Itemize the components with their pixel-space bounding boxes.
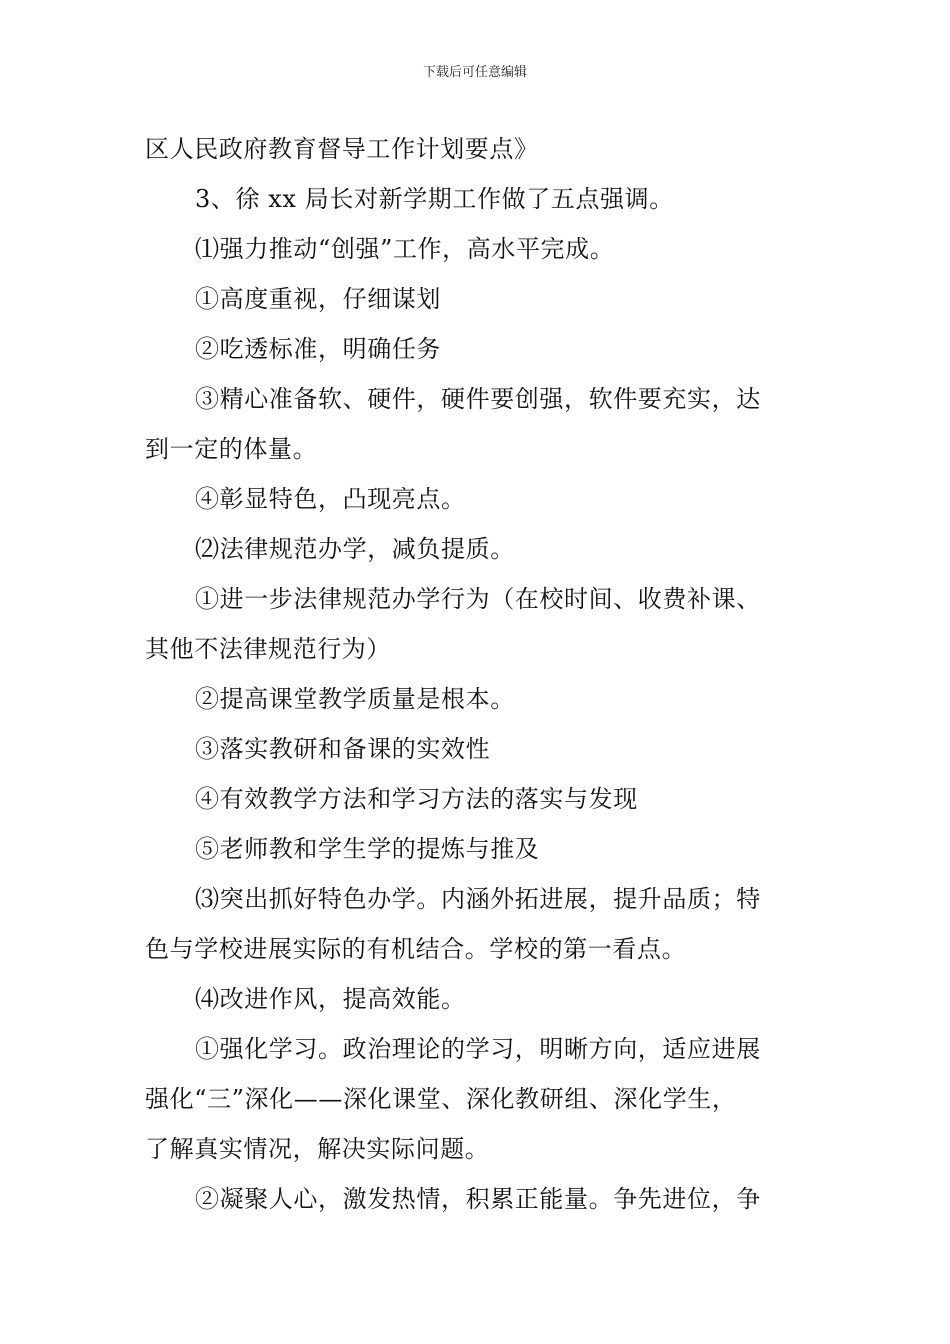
text-line: ③落实教研和备课的实效性 [195,735,491,763]
text-line: 了解真实情况，解决实际问题。 [145,1135,490,1163]
text-line: 色与学校进展实际的有机结合。学校的第一看点。 [145,935,687,963]
text-line: ④彰显特色，凸现亮点。 [195,485,466,513]
text-line: 强化“三”深化——深化课堂、深化教研组、深化学生， [145,1085,737,1113]
document-body [145,124,807,1224]
text-line: ②凝聚人心，激发热情，积累正能量。争先进位，争 [195,1185,761,1213]
text-line: ⑶突出抓好特色办学。内涵外拓进展，提升品质；特 [195,885,761,913]
text-line: ①进一步法律规范办学行为（在校时间、收费补课、 [195,585,761,613]
text-line: ②吃透标准，明确任务 [195,335,441,363]
text-line: ①强化学习。政治理论的学习，明晰方向，适应进展 [195,1035,761,1063]
text-line: 3、徐 xx 局长对新学期工作做了五点强调。 [195,185,674,213]
text-line: ⑴强力推动“创强”工作，高水平完成。 [195,235,615,263]
text-line: 到一定的体量。 [145,435,318,463]
text-line: 区人民政府教育督导工作计划要点》 [145,135,539,163]
text-line: ⑵法律规范办学，减负提质。 [195,535,515,563]
text-line: ①高度重视，仔细谋划 [195,285,441,313]
text-line: ⑤老师教和学生学的提炼与推及 [195,835,540,863]
text-line: ②提高课堂教学质量是根本。 [195,685,515,713]
page-header: 下载后可任意编辑 [422,65,527,80]
text-line: ④有效教学方法和学习方法的落实与发现 [195,785,638,813]
text-line: ⑷改进作风，提高效能。 [195,985,466,1013]
text-line: 其他不法律规范行为） [145,635,391,663]
text-line: ③精心准备软、硬件，硬件要创强，软件要充实，达 [195,385,761,413]
